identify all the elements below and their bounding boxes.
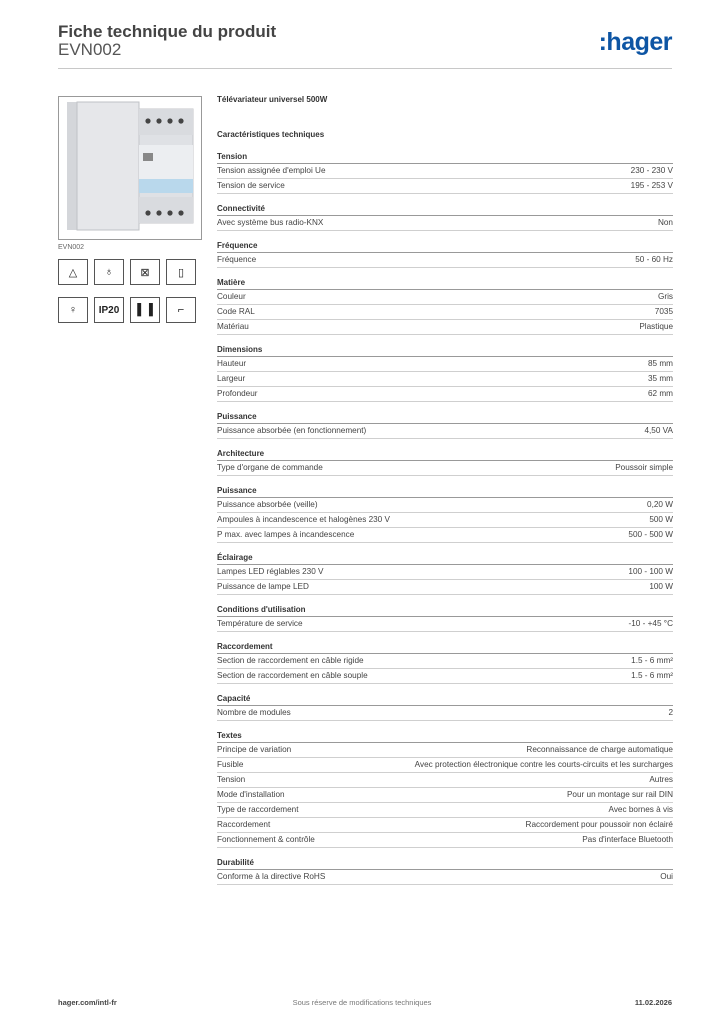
spec-section — [217, 553, 673, 595]
spec-value: Poussoir simple — [615, 463, 673, 472]
spec-value: 195 - 253 V — [630, 181, 673, 190]
dimmer-switch-icon: ⌐ — [166, 297, 196, 323]
spec-value: 2 — [668, 708, 673, 717]
spec-row — [217, 424, 673, 439]
spec-label: Principe de variation — [217, 745, 292, 754]
spec-section — [217, 152, 673, 194]
spec-label: Puissance absorbée (veille) — [217, 500, 318, 509]
spec-section — [217, 486, 673, 543]
spec-value: Plastique — [639, 322, 673, 331]
spec-section — [217, 642, 673, 684]
spec-value: Pas d'interface Bluetooth — [582, 835, 673, 844]
spec-row — [217, 387, 673, 402]
spec-value: Autres — [649, 775, 673, 784]
section-title: Éclairage — [217, 553, 673, 565]
spec-row — [217, 833, 673, 848]
spec-value: Pour un montage sur rail DIN — [566, 790, 673, 799]
ceiling-light-icon: △ — [58, 259, 88, 285]
spec-value: 50 - 60 Hz — [635, 255, 673, 264]
spec-value: Avec protection électronique contre les courts-circuits et les surcharges — [414, 760, 673, 769]
spec-row — [217, 320, 673, 335]
spec-label: Lampes LED réglables 230 V — [217, 567, 324, 576]
spec-label: Hauteur — [217, 359, 247, 368]
spec-section — [217, 345, 673, 402]
spec-row — [217, 528, 673, 543]
spec-row — [217, 758, 673, 773]
section-title: Puissance — [217, 486, 673, 498]
spec-row — [217, 513, 673, 528]
spec-section — [217, 858, 673, 885]
compact-lamp-icon: ▯ — [166, 259, 196, 285]
spec-label: Section de raccordement en câble souple — [217, 671, 368, 680]
spec-value: 230 - 230 V — [630, 166, 673, 175]
spec-label: Largeur — [217, 374, 246, 383]
spec-label: Tension — [217, 775, 246, 784]
spec-value: 500 - 500 W — [628, 530, 673, 539]
spec-label: Fusible — [217, 760, 244, 769]
spec-section — [217, 694, 673, 721]
spec-value: 4,50 VA — [644, 426, 673, 435]
section-title: Puissance — [217, 412, 673, 424]
spec-row — [217, 617, 673, 632]
footer-website[interactable]: hager.com/intl-fr — [58, 998, 117, 1007]
spec-value: 35 mm — [647, 374, 673, 383]
spec-label: Couleur — [217, 292, 246, 301]
spec-row — [217, 290, 673, 305]
spec-value: Non — [657, 218, 673, 227]
spec-value: 62 mm — [647, 389, 673, 398]
spec-row — [217, 788, 673, 803]
spec-row — [217, 706, 673, 721]
section-title: Textes — [217, 731, 673, 743]
section-title: Connectivité — [217, 204, 673, 216]
spec-value: Reconnaissance de charge automatique — [526, 745, 673, 754]
spec-row — [217, 669, 673, 684]
technical-specs — [217, 95, 673, 885]
spec-value: Raccordement pour poussoir non éclairé — [525, 820, 673, 829]
certification-icons — [58, 259, 200, 335]
spec-value: Avec bornes à vis — [608, 805, 673, 814]
spec-row — [217, 818, 673, 833]
spec-row — [217, 357, 673, 372]
spec-row — [217, 179, 673, 194]
spec-label: Matériau — [217, 322, 249, 331]
section-title: Capacité — [217, 694, 673, 706]
spec-row — [217, 216, 673, 231]
spec-section — [217, 278, 673, 335]
spec-label: Raccordement — [217, 820, 271, 829]
section-title: Dimensions — [217, 345, 673, 357]
spec-label: Section de raccordement en câble rigide — [217, 656, 364, 665]
product-photo — [58, 96, 202, 240]
spec-label: Tension assignée d'emploi Ue — [217, 166, 326, 175]
spec-value: 1.5 - 6 mm² — [631, 656, 673, 665]
spec-label: Avec système bus radio-KNX — [217, 218, 324, 227]
spec-label: Type d'organe de commande — [217, 463, 323, 472]
photo-caption: EVN002 — [58, 244, 85, 251]
spec-label: Puissance de lampe LED — [217, 582, 309, 591]
footer-date: 11.02.2026 — [634, 998, 672, 1007]
spec-section — [217, 605, 673, 632]
spec-row — [217, 498, 673, 513]
spec-row — [217, 580, 673, 595]
module-icon: ▌▐ — [130, 297, 160, 323]
spec-label: Profondeur — [217, 389, 258, 398]
section-title: Durabilité — [217, 858, 673, 870]
spec-value: 500 W — [649, 515, 673, 524]
din-module-icon — [59, 97, 201, 239]
spec-value: 1.5 - 6 mm² — [631, 671, 673, 680]
spec-label: Type de raccordement — [217, 805, 299, 814]
spec-row — [217, 461, 673, 476]
incandescent-bulb-icon: ♀ — [58, 297, 88, 323]
spec-row — [217, 773, 673, 788]
section-title: Fréquence — [217, 241, 673, 253]
spec-section — [217, 412, 673, 439]
spec-label: Ampoules à incandescence et halogènes 230 V — [217, 515, 390, 524]
spec-label: P max. avec lampes à incandescence — [217, 530, 355, 539]
section-title: Matière — [217, 278, 673, 290]
spec-value: Gris — [657, 292, 673, 301]
spec-label: Code RAL — [217, 307, 255, 316]
spec-label: Fonctionnement & contrôle — [217, 835, 315, 844]
spec-label: Fréquence — [217, 255, 257, 264]
spec-row — [217, 565, 673, 580]
section-title: Raccordement — [217, 642, 673, 654]
spec-value: 7035 — [654, 307, 673, 316]
spec-label: Température de service — [217, 619, 303, 628]
spec-row — [217, 743, 673, 758]
spec-label: Tension de service — [217, 181, 285, 190]
spec-value: 100 W — [649, 582, 673, 591]
spec-section — [217, 204, 673, 231]
spec-value: 85 mm — [647, 359, 673, 368]
spec-value: 100 - 100 W — [628, 567, 673, 576]
spec-row — [217, 372, 673, 387]
spec-value: -10 - +45 °C — [628, 619, 673, 628]
product-name: Télévariateur universel 500W — [217, 95, 328, 104]
spec-row — [217, 803, 673, 818]
spec-label: Nombre de modules — [217, 708, 291, 717]
header-divider — [58, 68, 672, 69]
spec-section — [217, 731, 673, 848]
product-code: EVN002 — [58, 40, 122, 59]
specs-heading: Caractéristiques techniques — [217, 130, 325, 139]
section-title: Architecture — [217, 449, 673, 461]
footer-disclaimer: Sous réserve de modifications techniques — [292, 998, 432, 1007]
hager-logo: :hager — [598, 28, 672, 56]
spec-row — [217, 654, 673, 669]
spec-row — [217, 870, 673, 885]
spec-label: Mode d'installation — [217, 790, 285, 799]
transformer-icon: ⊠ — [130, 259, 160, 285]
spec-value: Oui — [660, 872, 673, 881]
spec-section — [217, 241, 673, 268]
ip20-icon: IP20 — [94, 297, 124, 323]
page-title: Fiche technique du produit — [58, 22, 277, 41]
halogen-bulb-icon: ♁ — [94, 259, 124, 285]
spec-label: Puissance absorbée (en fonctionnement) — [217, 426, 367, 435]
spec-label: Conforme à la directive RoHS — [217, 872, 326, 881]
spec-value: 0,20 W — [647, 500, 673, 509]
spec-row — [217, 164, 673, 179]
spec-row — [217, 305, 673, 320]
section-title: Conditions d'utilisation — [217, 605, 673, 617]
spec-row — [217, 253, 673, 268]
section-title: Tension — [217, 152, 673, 164]
spec-section — [217, 449, 673, 476]
